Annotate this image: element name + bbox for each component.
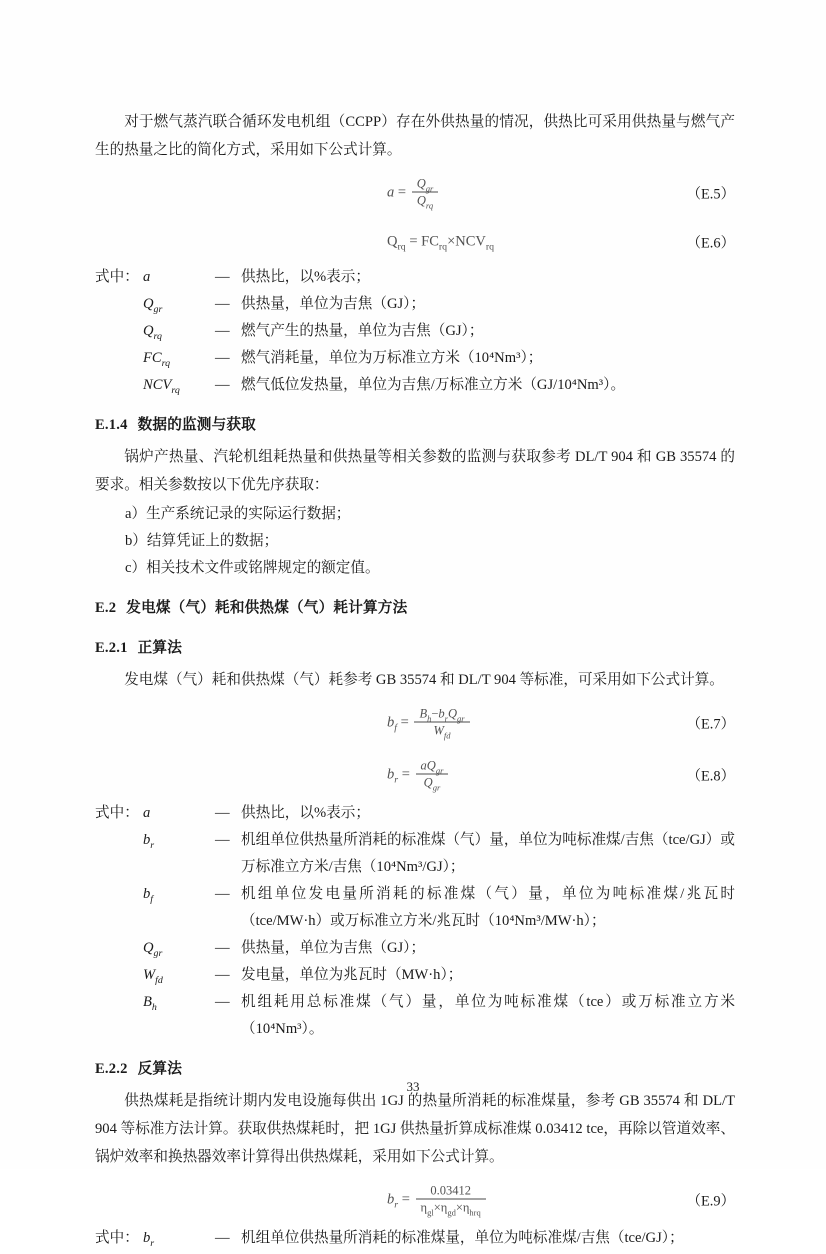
definition-symbol-sub: rq: [171, 384, 180, 396]
formula-e9-lhs-sub: r: [394, 1199, 399, 1211]
definition-symbol: a: [143, 805, 151, 821]
formula-e9-numerator: [416, 1184, 486, 1200]
definition-row: [95, 827, 735, 881]
heading-e-2-number: E.2: [95, 600, 117, 616]
definition-description: 燃气产生的热量，单位为吉焦（GJ）；: [241, 323, 484, 339]
definition-symbol-sub: r: [150, 839, 155, 851]
formula-e6-lhs-sub: rq: [397, 241, 406, 253]
definition-symbol-base: b: [143, 832, 151, 848]
heading-e-2-text: 发电煤（气）耗和供热煤（气）耗计算方法: [126, 600, 408, 616]
definition-row: [95, 291, 735, 318]
definition-description: 供热量，单位为吉焦（GJ）；: [241, 940, 426, 956]
formula-e6-operator: ×: [447, 233, 456, 250]
definition-symbol: [143, 962, 215, 989]
formula-e7-num-b-sub: h: [427, 713, 432, 723]
list-item-b: b）结算凭证上的数据；: [125, 533, 279, 549]
definition-symbol: [143, 827, 215, 854]
definition-symbol-sub: f: [150, 893, 154, 905]
formula-e8-den-base: Q: [423, 775, 433, 790]
formula-e5-denominator: [412, 193, 439, 208]
definition-description: 供热比，以%表示；: [241, 805, 370, 821]
formula-e6-term1-sub: rq: [438, 241, 448, 253]
formula-e6-label: （E.6）: [686, 235, 735, 252]
formula-e8-num-q: Q: [426, 758, 436, 773]
formula-e9-label: （E.9）: [686, 1193, 735, 1210]
formula-e5-fraction: [412, 177, 439, 208]
formula-e5-num-sub: gr: [425, 183, 434, 193]
formula-e7-denominator: [414, 723, 469, 738]
formula-e9-op-2: ×: [455, 1200, 463, 1215]
formula-e6-relation: =: [409, 233, 418, 250]
definition-dash: —: [215, 350, 230, 366]
definition-symbol: [143, 372, 215, 399]
definition-dash: —: [215, 296, 230, 312]
heading-e-2: [95, 594, 735, 622]
definition-symbol: [143, 291, 215, 318]
definition-row: [95, 1225, 735, 1252]
definition-list-1: [95, 264, 735, 399]
definition-dash: —: [215, 1230, 230, 1246]
definition-row: [95, 962, 735, 989]
formula-e6-term1-base: FC: [421, 233, 439, 250]
definition-row: [95, 989, 735, 1043]
formula-e6-term2-sub: rq: [485, 241, 495, 253]
definition-symbol-sub: r: [150, 1237, 155, 1249]
definition-symbol: [143, 935, 215, 962]
definition-row: [95, 935, 735, 962]
formula-e8-body: [387, 760, 450, 791]
formula-e7-num-t2: b: [438, 706, 445, 721]
definition-dash: —: [215, 269, 230, 285]
formula-e7-relation: =: [400, 714, 409, 731]
formula-e7-fraction: [414, 707, 469, 738]
formula-e5-num-base: Q: [416, 176, 426, 191]
paragraph-e-2-1: 发电煤（气）耗和供热煤（气）耗参考 GB 35574 和 DL/T 904 等标准，可采用如下公式计算。: [124, 672, 724, 688]
formula-e9-relation: =: [401, 1191, 410, 1208]
definition-description: 燃气低位发热量，单位为吉焦/万标准立方米（GJ/10⁴Nm³）。: [241, 377, 626, 393]
definition-symbol-base: Q: [143, 940, 154, 956]
formula-e8-num-q-sub: gr: [435, 765, 444, 775]
formula-e7-num-b: B: [419, 706, 428, 721]
formula-e7-body: [387, 708, 472, 739]
definition-symbol-sub: gr: [153, 303, 163, 315]
formula-e8-fraction: [416, 759, 449, 790]
formula-e9-lhs-base: b: [387, 1191, 395, 1208]
definition-symbol-base: Q: [143, 323, 154, 339]
definition-description: 发电量，单位为兆瓦时（MW·h）；: [241, 967, 463, 983]
heading-e-1-4: [95, 411, 735, 439]
formula-e5-row: [95, 170, 735, 216]
paragraph-e-1-4: 锅炉产热量、汽轮机组耗热量和供热量等相关参数的监测与获取参考 DL/T 904 和 GB 35574 的要求。相关参数按以下优先序获取：: [95, 449, 735, 493]
formula-e5-den-base: Q: [416, 193, 426, 208]
definition-row: [95, 318, 735, 345]
definition-row: [95, 264, 735, 291]
definition-description: 供热量，单位为吉焦（GJ）；: [241, 296, 426, 312]
definition-row: [95, 372, 735, 399]
formula-e8-denominator: [416, 775, 449, 790]
heading-e-2-2-text: 反算法: [137, 1061, 183, 1077]
formula-e5-numerator: [412, 177, 439, 193]
formula-e8-label: （E.8）: [686, 768, 735, 785]
definition-symbol-base: FC: [143, 350, 162, 366]
formula-e6-row: [95, 222, 735, 262]
formula-e5-label: （E.5）: [686, 186, 735, 203]
definition-symbol-sub: h: [151, 1001, 157, 1013]
formula-e7-den-sub: fd: [443, 730, 451, 740]
formula-e8-lhs-sub: r: [394, 774, 399, 786]
definition-symbol-sub: fd: [155, 974, 163, 986]
definition-symbol-base: b: [143, 1230, 151, 1246]
list-item-a: a）生产系统记录的实际运行数据；: [125, 506, 351, 522]
formula-e8-den-sub: gr: [432, 782, 441, 792]
definition-description: 机组单位供热量所消耗的标准煤量，单位为吨标准煤/吉焦（tce/GJ）；: [241, 1230, 684, 1246]
formula-e9-den-3: η: [462, 1200, 470, 1215]
formula-e6-body: [387, 234, 494, 251]
heading-e-1-4-text: 数据的监测与获取: [137, 417, 256, 433]
formula-e9-op-1: ×: [433, 1200, 441, 1215]
heading-e-2-1: [95, 634, 735, 662]
formula-e7-num-t3: Q: [447, 706, 457, 721]
formula-e7-row: [95, 700, 735, 746]
definition-dash: —: [215, 377, 230, 393]
formula-e8-num-a: a: [420, 758, 427, 773]
formula-e7-num-t2-sub: r: [444, 713, 448, 723]
list-item-c: c）相关技术文件或铭牌规定的额定值。: [125, 560, 380, 576]
formula-e9-row: [95, 1177, 735, 1223]
definition-symbol: [143, 881, 215, 908]
definition-dash: —: [215, 994, 230, 1010]
definition-row: [95, 800, 735, 827]
formula-e8-lhs-base: b: [387, 766, 395, 783]
definition-symbol-base: B: [143, 994, 152, 1010]
paragraph-e-2-2: 供热煤耗是指统计期内发电设施每供出 1GJ 的热量所消耗的标准煤量，参考 GB 35574 和 DL/T 904 等标准方法计算。获取供热煤耗时，把 1GJ 供热量折算成标准煤 0.03412 tce，再除以管道效率、锅炉效率和换热器效率计算得出供热煤耗，采用如下公式计算。: [95, 1093, 735, 1165]
page-number: 33: [406, 1079, 420, 1094]
definition-symbol-base: Q: [143, 296, 154, 312]
definition-description: 供热比，以%表示；: [241, 269, 370, 285]
definition-symbol: a: [143, 269, 151, 285]
definition-symbol-sub: gr: [153, 947, 163, 959]
definition-list-3: [95, 1225, 735, 1252]
formula-e7-lhs-sub: f: [394, 722, 397, 734]
formula-e7-den-base: W: [433, 723, 444, 738]
heading-e-2-1-number: E.2.1: [95, 640, 128, 656]
definition-symbol: [143, 1225, 215, 1252]
definition-row: [95, 345, 735, 372]
formula-e7-lhs-base: b: [387, 714, 395, 731]
formula-e8-row: [95, 752, 735, 798]
definition-description: 机组单位发电量所消耗的标准煤（气）量，单位为吨标准煤/兆瓦时（tce/MW·h）或万标准立方米/兆瓦时（10⁴Nm³/MW·h）；: [241, 886, 735, 929]
formula-e5-relation: =: [397, 184, 407, 201]
formula-e9-fraction: [416, 1184, 486, 1215]
definition-dash: —: [215, 940, 230, 956]
formula-e9-num-value: 0.03412: [430, 1183, 471, 1198]
definition-description: 燃气消耗量，单位为万标准立方米（10⁴Nm³）；: [241, 350, 543, 366]
definition-symbol-sub: rq: [161, 357, 171, 369]
formula-e9-den-2-sub: gd: [447, 1207, 456, 1217]
formula-e7-num-t3-sub: gr: [456, 713, 465, 723]
definition-dash: —: [215, 323, 230, 339]
formula-e6-term2-base: NCV: [455, 233, 486, 250]
formula-e5-den-sub: rq: [425, 200, 434, 210]
formula-e9-body: [387, 1185, 488, 1216]
definition-lead: 式中：: [95, 805, 139, 821]
definition-symbol: [143, 989, 215, 1016]
formula-e7-minus: −: [431, 706, 439, 721]
definition-dash: —: [215, 967, 230, 983]
definition-symbol-base: W: [143, 967, 156, 983]
definition-row: [95, 881, 735, 935]
definition-symbol-sub: rq: [153, 330, 162, 342]
intro-paragraph: 对于燃气蒸汽联合循环发电机组（CCPP）存在外供热量的情况，供热比可采用供热量与燃气产生的热量之比的简化方式，采用如下公式计算。: [95, 114, 735, 158]
definition-description: 机组耗用总标准煤（气）量，单位为吨标准煤（tce）或万标准立方米（10⁴Nm³）。: [241, 994, 735, 1037]
definition-symbol-base: b: [143, 886, 151, 902]
definition-symbol: [143, 345, 215, 372]
definition-description: 机组单位供热量所消耗的标准煤（气）量，单位为吨标准煤/吉焦（tce/GJ）或万标准立方米/吉焦（10⁴Nm³/GJ）；: [241, 832, 735, 875]
definition-list-2: [95, 800, 735, 1043]
formula-e8-numerator: [416, 759, 449, 775]
definition-symbol: [143, 318, 215, 345]
definition-dash: —: [215, 832, 230, 848]
definition-dash: —: [215, 805, 230, 821]
definition-lead: 式中：: [95, 1230, 139, 1246]
formula-e9-den-3-sub: hrq: [469, 1207, 481, 1217]
formula-e5-lhs: a: [387, 184, 395, 201]
formula-e9-den-2: η: [440, 1200, 448, 1215]
heading-e-2-1-text: 正算法: [137, 640, 183, 656]
heading-e-2-2-number: E.2.2: [95, 1061, 128, 1077]
heading-e-1-4-number: E.1.4: [95, 417, 128, 433]
formula-e7-label: （E.7）: [686, 716, 735, 733]
definition-lead: 式中：: [95, 269, 139, 285]
formula-e8-relation: =: [401, 766, 410, 783]
formula-e7-numerator: [414, 707, 469, 723]
definition-dash: —: [215, 886, 230, 902]
formula-e9-den-1-sub: gl: [427, 1207, 434, 1217]
definition-symbol-base: NCV: [143, 377, 172, 393]
formula-e9-denominator: [416, 1200, 486, 1215]
formula-e6-lhs-base: Q: [387, 233, 398, 250]
formula-e9-den-1: η: [420, 1200, 428, 1215]
formula-e5-body: [387, 178, 440, 209]
